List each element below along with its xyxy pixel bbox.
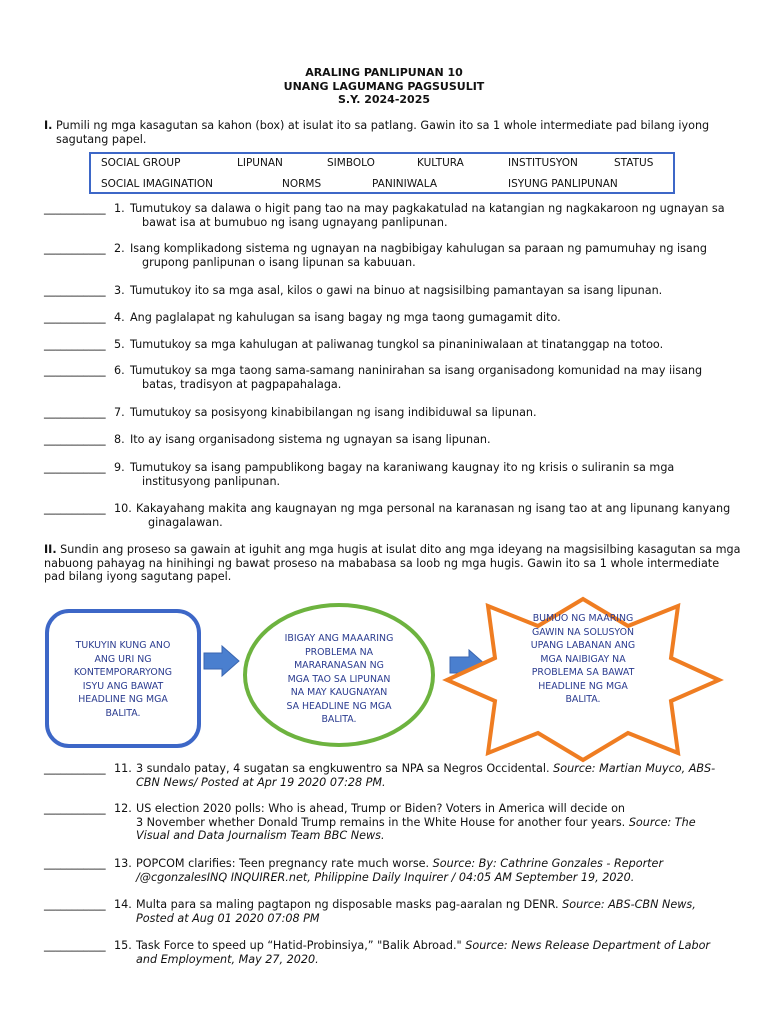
- star-text-line: PROBLEMA SA BAWAT: [531, 667, 635, 678]
- star-text-line: UPANG LABANAN ANG: [530, 640, 636, 651]
- answer-blank[interactable]: ___________: [44, 338, 106, 351]
- exam-title: UNANG LAGUMANG PAGSUSULIT: [283, 79, 485, 93]
- answer-blank[interactable]: ___________: [44, 762, 106, 775]
- box-text-line: KONTEMPORARYONG: [73, 667, 173, 678]
- question-item: [44, 433, 734, 447]
- headline-text: US election 2020 polls: Who is ahead, Trump or Biden? Voters in America will decide on: [136, 802, 626, 815]
- box-text-line: TUKUYIN KUNG ANO: [75, 640, 171, 651]
- part2-instruction-line1: Sundin ang proseso sa gawain at iguhit ang mga hugis at isulat dito ang mga ideyang na magsisilbing kasagutan sa mga: [60, 543, 741, 556]
- question-number: 8.: [114, 433, 125, 446]
- question-text: Ito ay isang organisadong sistema ng ugnayan sa isang lipunan.: [130, 433, 491, 446]
- question-number: 3.: [114, 284, 125, 297]
- school-year: S.Y. 2024-2025: [337, 93, 431, 106]
- question-item: [44, 338, 734, 352]
- headline-item: [44, 857, 734, 884]
- question-text: Kakayahang makita ang kaugnayan ng mga personal na karanasan ng isang tao at ang lipunang kanyang: [136, 502, 731, 515]
- question-text: Tumutukoy sa mga taong sama-samang naninirahan sa isang organisadong komunidad na may iisang: [130, 364, 703, 377]
- star-text-line: HEADLINE NG MGA: [538, 680, 628, 692]
- answer-blank[interactable]: ___________: [44, 242, 106, 255]
- question-item: [44, 202, 734, 229]
- question-number: 4.: [114, 311, 125, 324]
- choice-item: ISYUNG PANLIPUNAN: [508, 178, 618, 190]
- choices-box: [89, 152, 675, 194]
- part1-marker: I.: [44, 119, 53, 132]
- headline-item: [44, 802, 734, 843]
- answer-blank[interactable]: ___________: [44, 202, 106, 215]
- question-number: 11.: [114, 762, 132, 775]
- question-text-cont: batas, tradisyon at pagpapahalaga.: [142, 377, 342, 391]
- question-text-cont: ginagalawan.: [148, 515, 223, 529]
- headline-source-cont: Visual and Data Journalism Team BBC News.: [136, 829, 385, 842]
- star-text-line: GAWIN NA SOLUSYON: [531, 626, 635, 638]
- part1-instruction-line2: sagutang papel.: [56, 132, 147, 146]
- answer-blank[interactable]: ___________: [44, 433, 106, 446]
- part2-instruction-line2: nabuong pahayag na hinihingi ng bawat proseso na mababasa sa loob ng mga hugis. Gawin ito sa 1 whole intermediate: [44, 556, 720, 570]
- headline-item: [44, 762, 734, 789]
- choice-item: LIPUNAN: [237, 157, 283, 169]
- box-text-line: ANG URI NG: [94, 653, 152, 665]
- question-text-cont: institusyong panlipunan.: [142, 474, 281, 488]
- headline-source-cont: and Employment, May 27, 2020.: [136, 952, 319, 966]
- headline-source: Source: News Release Department of Labor: [465, 939, 711, 952]
- choice-item: SIMBOLO: [327, 157, 375, 169]
- box-text-line: HEADLINE NG MGA: [78, 694, 168, 705]
- choice-item: PANINIWALA: [372, 178, 438, 190]
- circle-text-line: NA MAY KAUGNAYAN: [290, 687, 388, 698]
- question-item: [44, 406, 734, 420]
- question-item: [44, 461, 734, 488]
- question-text: Tumutukoy ito sa mga asal, kilos o gawi na binuo at nagsisilbing pamantayan sa isang lipunan.: [130, 284, 663, 297]
- answer-blank[interactable]: ___________: [44, 502, 106, 515]
- answer-blank[interactable]: ___________: [44, 898, 106, 911]
- headline-source: Source: ABS-CBN News,: [562, 898, 696, 911]
- answer-blank[interactable]: ___________: [44, 311, 106, 324]
- choice-item: NORMS: [282, 178, 322, 190]
- part1-instruction-line1: Pumili ng mga kasagutan sa kahon (box) at isulat ito sa patlang. Gawin ito sa 1 whole intermediate pad bilang iyong: [55, 119, 710, 132]
- headline-text: 3 sundalo patay, 4 sugatan sa engkuwentro sa NPA sa Negros Occidental.: [136, 762, 550, 775]
- part2-marker: II.: [44, 543, 57, 556]
- headline-text: POPCOM clarifies: Teen pregnancy rate much worse.: [136, 857, 430, 870]
- question-number: 13.: [114, 857, 132, 870]
- headline-source-cont: CBN News/ Posted at Apr 19 2020 07:28 PM.: [136, 775, 386, 789]
- headline-text-cont: 3 November whether Donald Trump remains in the White House for another four years.: [136, 815, 626, 829]
- question-number: 5.: [114, 338, 125, 351]
- choice-item: SOCIAL IMAGINATION: [101, 178, 213, 190]
- question-text: Tumutukoy sa posisyong kinabibilangan ng isang indibiduwal sa lipunan.: [130, 406, 537, 419]
- answer-blank[interactable]: ___________: [44, 802, 106, 815]
- headline-source: Source: Martian Muyco, ABS-: [553, 762, 716, 775]
- box-text-line: BALITA.: [105, 707, 141, 719]
- star-text: [508, 612, 658, 707]
- question-item: [44, 242, 734, 269]
- question-text-cont: grupong panlipunan o isang lipunan sa kabuuan.: [142, 255, 416, 269]
- answer-blank[interactable]: ___________: [44, 461, 106, 474]
- answer-blank[interactable]: ___________: [44, 284, 106, 297]
- answer-blank[interactable]: ___________: [44, 939, 106, 952]
- question-number: 12.: [114, 802, 132, 815]
- answer-blank[interactable]: ___________: [44, 857, 106, 870]
- headline-source-cont: Posted at Aug 01 2020 07:08 PM: [136, 911, 320, 925]
- headline-item: [44, 939, 734, 966]
- choice-item: INSTITUSYON: [508, 157, 578, 169]
- question-text: Tumutukoy sa isang pampublikong bagay na karaniwang kaugnay ito ng krisis o suliranin sa mga: [130, 461, 675, 474]
- box-text-line: ISYU ANG BAWAT: [82, 680, 164, 692]
- headline-text: Multa para sa maling pagtapon ng disposable masks pag-aaralan ng DENR.: [136, 898, 559, 911]
- question-text: Tumutukoy sa dalawa o higit pang tao na may pagkakatulad na katangian ng nagkakaroon ng ugnayan sa: [130, 202, 725, 215]
- question-item: [44, 311, 734, 325]
- question-number: 14.: [114, 898, 132, 911]
- circle-text-line: IBIGAY ANG MAAARING: [284, 633, 394, 644]
- circle-text-line: MGA TAO SA LIPUNAN: [287, 673, 391, 685]
- headline-item: [44, 898, 734, 925]
- circle-text-line: BALITA.: [321, 714, 357, 725]
- part1-instructions: [44, 119, 744, 146]
- question-number: 7.: [114, 406, 125, 419]
- part2-instructions: [44, 543, 744, 584]
- answer-blank[interactable]: ___________: [44, 364, 106, 377]
- box-text: [52, 639, 194, 720]
- question-number: 9.: [114, 461, 125, 474]
- question-number: 10.: [114, 502, 132, 515]
- headline-source-cont: /@cgonzalesINQ INQUIRER.net, Philippine Daily Inquirer / 04:05 AM September 19, 2020.: [136, 870, 635, 884]
- question-item: [44, 364, 734, 391]
- star-text-line: BALITA.: [565, 694, 601, 705]
- arrow-right-icon: [204, 646, 239, 676]
- circle-text-line: PROBLEMA NA: [304, 646, 374, 658]
- choice-item: KULTURA: [417, 157, 464, 169]
- headline-source: Source: By: Cathrine Gonzales - Reporter: [432, 857, 664, 870]
- circle-text-line: MARARANASAN NG: [294, 660, 384, 671]
- headline-text: Task Force to speed up “Hatid-Probinsiya,” "Balik Abroad.": [136, 939, 462, 952]
- star-text-line: BUMUO NG MAARING: [532, 613, 634, 624]
- exam-header: [0, 66, 768, 107]
- circle-text-line: SA HEADLINE NG MGA: [286, 700, 392, 712]
- star-text-line: MGA NAIBIGAY NA: [540, 653, 626, 665]
- question-number: 15.: [114, 939, 132, 952]
- question-number: 1.: [114, 202, 125, 215]
- question-item: [44, 502, 734, 529]
- question-number: 2.: [114, 242, 125, 255]
- question-text: Ang paglalapat ng kahulugan sa isang bagay ng mga taong gumagamit dito.: [130, 311, 561, 324]
- question-text-cont: bawat isa at bumubuo ng isang ugnayang panlipunan.: [142, 215, 448, 229]
- subject-title: ARALING PANLIPUNAN 10: [305, 66, 463, 79]
- headline-source: Source: The: [628, 815, 696, 829]
- choice-item: SOCIAL GROUP: [101, 157, 181, 169]
- question-text: Tumutukoy sa mga kahulugan at paliwanag tungkol sa pinaniniwalaan at tinatanggap na totoo.: [130, 338, 664, 351]
- circle-text: [264, 632, 414, 727]
- choice-item: STATUS: [614, 157, 654, 169]
- question-item: [44, 284, 734, 298]
- question-text: Isang komplikadong sistema ng ugnayan na nagbibigay kahulugan sa paraan ng pamumuhay ng isang: [130, 242, 707, 255]
- answer-blank[interactable]: ___________: [44, 406, 106, 419]
- part2-instruction-line3: pad bilang iyong sagutang papel.: [44, 570, 232, 583]
- question-number: 6.: [114, 364, 125, 377]
